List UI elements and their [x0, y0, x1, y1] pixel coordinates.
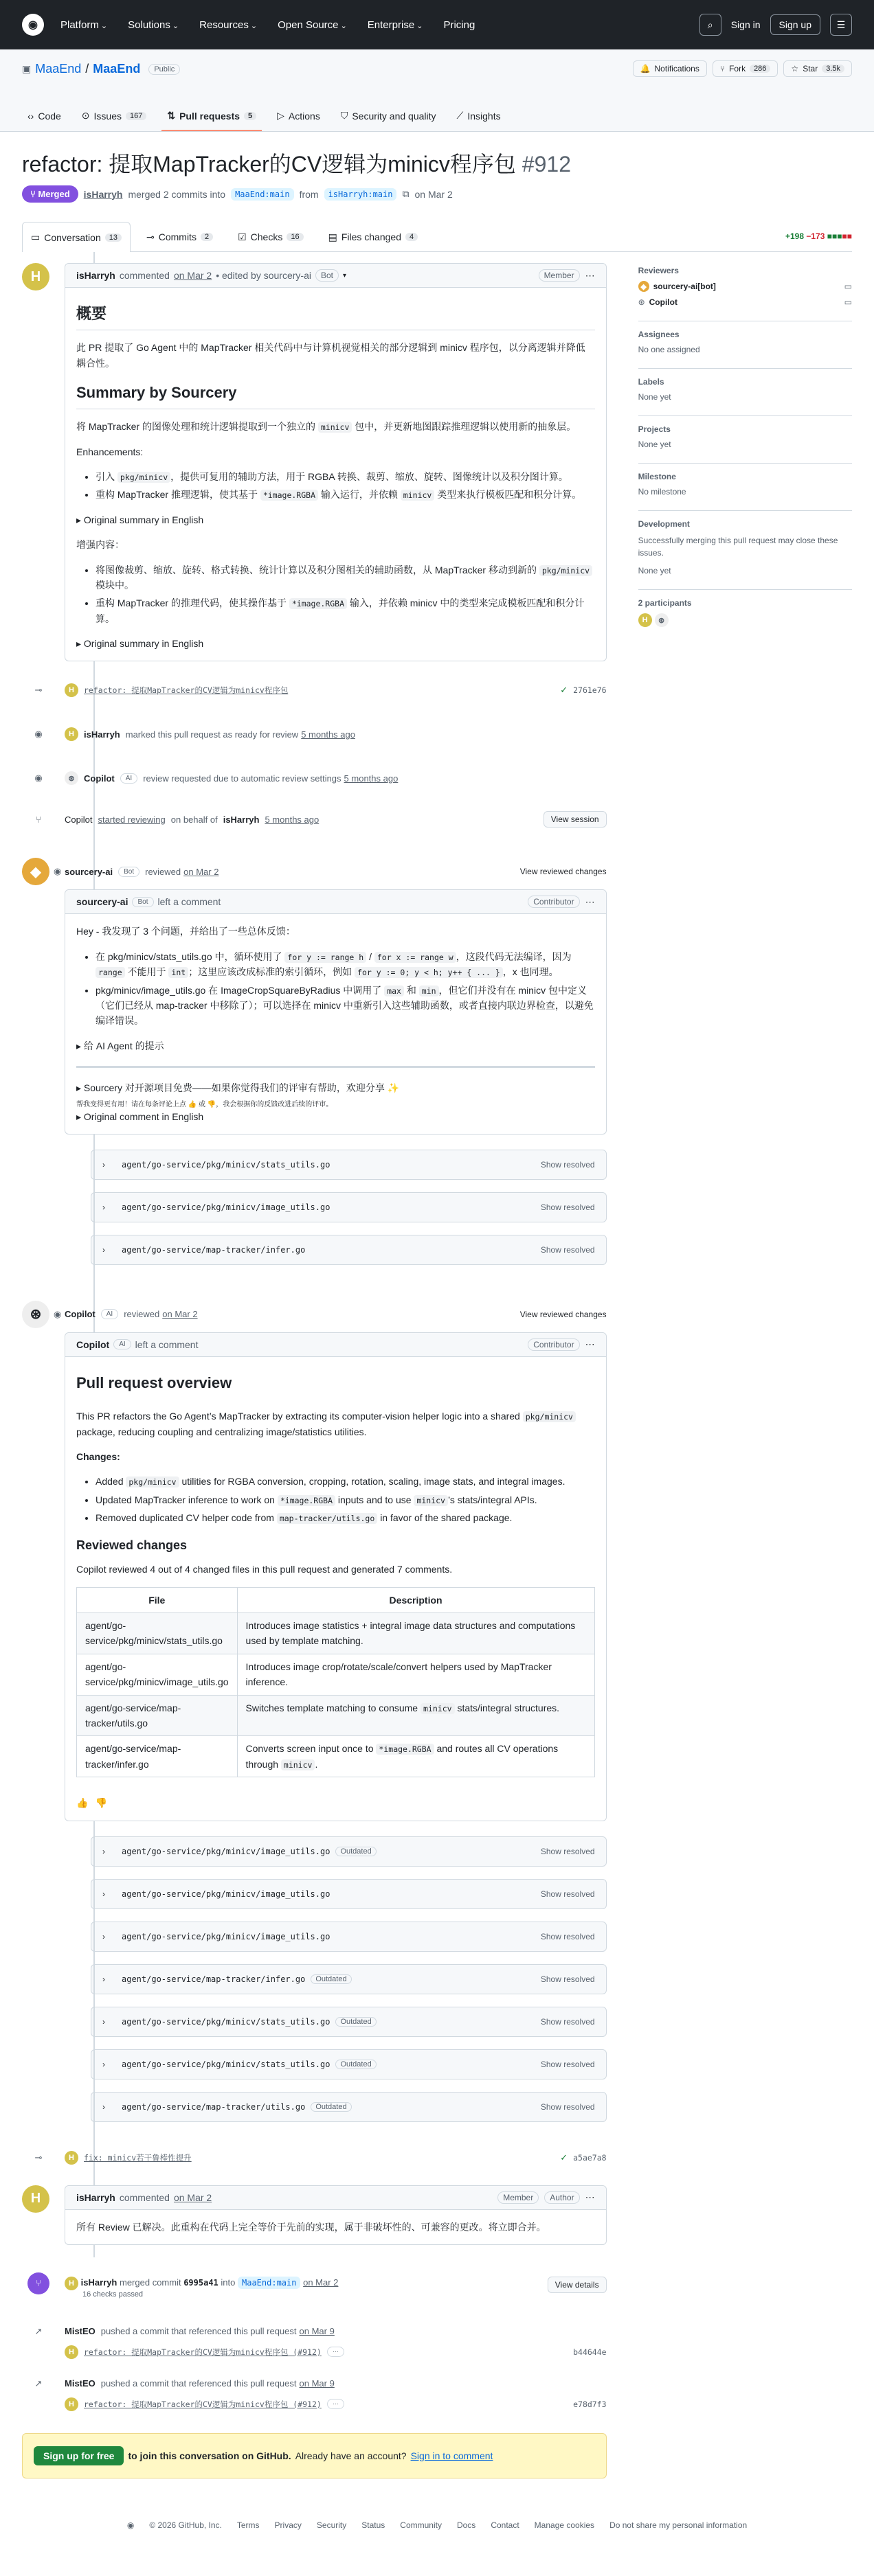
- main-nav: [60, 19, 475, 31]
- kebab-menu-icon[interactable]: ⋯: [585, 1338, 595, 1350]
- details-toggle[interactable]: ▸ Original summary in English: [76, 514, 204, 525]
- search-icon[interactable]: ⌕: [699, 14, 721, 36]
- kebab-menu-icon[interactable]: ⋯: [585, 269, 595, 281]
- avatar[interactable]: H: [65, 2277, 78, 2290]
- timeline: H isHarryh commented on Mar 2 • edited by sourcery-ai Bot ▾ Member ⋯ 概要 此 PR 提取了 Go Agent 中的 MapTracker 相关代码中与计算机视觉相关的部分逻辑到 minicv 程序包，以分离逻辑并降低耦合性。 Summary by Sourcery 将 MapTracker 的图像处理和统计逻辑提取到一个独立的 minicv 包中，并更新地图跟踪推理逻辑以使用新的抽象层。 Enhancements: • 引入 pkg/minicv ，提供可复用的辅助方法，用于 RGBA 转换、裁剪、缩放、旋转、图像统计以及积分图计算。 • 重构 MapTracker 推理逻辑，使其基于 *image.RGBA 输入运行，并依赖 minicv 类型来执行模板匹配和积分计算。 ▸ Original summary in English 增强内容： • 将图像裁剪、缩放、旋转、格式转换、统计计算以及积分图相关的辅助函数，从 MapTracker 移动到新的 pkg/minicv 模块中。 • 重构 MapTracker 的推理代码，使其操作基于 *image.RGBA 输入，并依赖 minicv 中的类型来完成模板匹配和积分计算。 ▸ Original summary in English ⊸ H refactor: 提取MapTracker的CV逻辑为minicv程序包 ✓ 2761e76 ◉ H isHarryh marked this pull request as ready for review 5 months ago ◉ ⊛ Copilot AI review requested due to automatic review settings 5 months ago ⑂ Copilot started reviewing on behalf of isHarryh 5 months ago View session ◆ ◉ sourcery-ai Bot reviewed on Mar 2 View reviewed changes sourcery-ai Bot left a comment Contributor ⋯ Hey - 我发现了 3 个问题，并给出了一些总体反馈： • 在 pkg/minicv/stats_utils.go 中，循环使用了 for y := range h / for x := range w ，这段代码无法编译，因为 range 不能用于 int ；这里应该改成标准的索引循环，例如 for y := 0; y < h; y++ { ... } ，x 也同理。 • pkg/minicv/image_utils.go 在 ImageCropSquareByRadius 中调用了 max 和 min ，但它们并没有在 minicv 包中定义（它们已经从 map-tracker 中移除了）；可以选择在 minicv 中重新引入这些辅助函数，或者直接内联边界检查，以避免编译错误。 ▸ 给 AI Agent 的提示 ▸ Sourcery 对开源项目免费——如果你觉得我们的评审有帮助，欢迎分享 ✨ 帮我变得更有用！请在每条评论上点 👍 或 👎，我会根据你的反馈改进后续的评审。 ▸ Original comment in English › agent/go-service/pkg/minicv/stats_utils.go Show resolved › agent/go-service/pkg/minicv/image_utils.go Show resolved › agent/go-service/map-tracker/infer.go Show resolved ⊛ ◉ Copilot AI reviewed on Mar 2 View reviewed changes Copilot AI left a comment Contributor ⋯ Pull request overview This PR refactors the Go Agent’s MapTracker by extracting its computer-vision helper logic into a shared pkg/minicv package, reducing coupling and centralizing image/statistics utilities. Changes: • Added pkg/minicv utilities for RGBA conversion, cropping, rotation, scaling, image stats, and integral images. • Updated MapTracker inference to work on *image.RGBA inputs and to use minicv ’s stats/integral APIs. • Removed duplicated CV helper code from map-tracker/utils.go in favor of the shared package. Reviewed changes Copilot reviewed 4 out of 4 changed files in this pull request and generated 7 comments. File Description agent/go-service/pkg/minicv/stats_utils.go Introduces image statistics + integral image data structures and computations used by template matching. agent/go-service/pkg/minicv/image_utils.go Introduces image crop/rotate/scale/convert helpers used by MapTracker inference. agent/go-service/map-tracker/utils.go Switches template matching to consume minicv stats/integral structures. agent/go-service/map-tracker/infer.go Converts screen input once to *image.RGBA and routes all CV operations through minicv . 👍 👎 › agent/go-service/pkg/minicv/image_utils.go Outdated Show resolved › agent/go-service/pkg/minicv/image_utils.go Show resolved › agent/go-service/pkg/minicv/image_utils.go Show resolved › agent/go-service/map-tracker/infer.go Outdated Show resolved › agent/go-service/pkg/minicv/stats_utils.go Outdated Show resolved › agent/go-service/pkg/minicv/stats_utils.go Outdated Show resolved › agent/go-service/map-tracker/utils.go Outdated Show resolved ⊸ H fix: minicv若干鲁棒性提升 ✓ a5ae7a8 H isHarryh commented on Mar 2 Member Author ⋯ 所有 Review 已解决。此重构在代码上完全等价于先前的实现，属于非破坏性的、可兼容的更改。将立即合并。 ⑂ H isHarryh merged commit 6995a41 into MaaEnd:main on Mar 2 16 checks passed View details ↗ MistEO pushed a commit that referenced this pull request on Mar 9 H refactor: 提取MapTracker的CV逻辑为minicv程序包 (#912) ⋯ b44644e ↗ MistEO pushed a commit that referenced this pull request on Mar 9 H refactor: 提取MapTracker的CV逻辑为minicv程序包 (#912) ⋯ e78d7f3 Sign up for free to join this conversation on GitHub. Already have an account? Sign in to comment: [22, 252, 607, 2478]
- menu-icon[interactable]: ☰: [830, 14, 852, 36]
- checklist-icon: ☑: [238, 231, 247, 242]
- nav-open-source[interactable]: Open Source ⌄: [278, 19, 347, 31]
- comment-author[interactable]: isHarryh: [76, 270, 115, 281]
- review-thread[interactable]: › agent/go-service/pkg/minicv/stats_utils.go Outdated Show resolved: [91, 2049, 607, 2079]
- review-thread[interactable]: › agent/go-service/map-tracker/utils.go Outdated Show resolved: [91, 2092, 607, 2122]
- diff-stat: +198 −173 ■■■■■: [785, 231, 852, 241]
- nav-pricing[interactable]: Pricing: [443, 19, 475, 31]
- view-details-button[interactable]: View details: [548, 2277, 607, 2293]
- commit-icon: ⊸: [27, 679, 49, 701]
- copy-icon[interactable]: ⧉: [402, 188, 410, 199]
- pr-meta: ⑂ Merged isHarryh merged 2 commits into MaaEnd:main from isHarryh:main ⧉ on Mar 2: [0, 179, 874, 209]
- referenced-event: ↗ MistEO pushed a commit that referenced this pull request on Mar 9: [65, 2323, 607, 2340]
- review-event: ◉ sourcery-ai Bot reviewed on Mar 2 View reviewed changes: [65, 860, 607, 882]
- commit-event: [34, 679, 607, 701]
- tab-issues[interactable]: ⊙ Issues 167: [76, 103, 153, 131]
- issue-icon: ⊙: [81, 110, 90, 121]
- fork-button[interactable]: ⑂ Fork 286: [713, 60, 778, 77]
- review-requested-event: ◉ ⊛ Copilot AI review requested due to automatic review settings 5 months ago: [65, 767, 607, 789]
- repo-owner-link[interactable]: MaaEnd: [35, 62, 82, 76]
- avatar[interactable]: H: [65, 727, 78, 741]
- tab-conversation[interactable]: ▭ Conversation 13: [22, 222, 131, 252]
- commit-icon: ⊸: [146, 231, 155, 242]
- reviewer-item[interactable]: ◆ sourcery-ai[bot] ▭: [638, 281, 852, 292]
- copilot-avatar[interactable]: ⊛: [65, 771, 78, 785]
- comment-icon: ▭: [844, 297, 852, 307]
- sidebar: Reviewers ◆ sourcery-ai[bot] ▭ ⊛ Copilot ▭ Assignees No one assigned Labels None yet Projects None yet Milestone No milestone Development Successfully merging this pull request may close these issues. None yet 2 participants H ⊛: [638, 252, 852, 2478]
- thumbs-down-icon[interactable]: 👎: [95, 1797, 107, 1809]
- kebab-menu-icon[interactable]: ⋯: [585, 896, 595, 907]
- chevron-right-icon: ›: [102, 1244, 105, 1255]
- started-reviewing-event: ⑂ Copilot started reviewing on behalf of isHarryh 5 months ago View session: [65, 808, 607, 830]
- eye-icon: ◉: [27, 723, 49, 745]
- review-thread[interactable]: › agent/go-service/map-tracker/infer.go Outdated Show resolved: [91, 1964, 607, 1994]
- repo-name-link[interactable]: MaaEnd: [93, 62, 141, 76]
- view-reviewed-changes-link[interactable]: View reviewed changes: [519, 1309, 607, 1319]
- pr-title: refactor: 提取MapTracker的CV逻辑为minicv程序包 #912: [22, 152, 571, 176]
- details-toggle[interactable]: ▸ 给 AI Agent 的提示: [76, 1040, 164, 1051]
- play-icon: ▷: [277, 110, 284, 121]
- details-toggle[interactable]: ▸ Original comment in English: [76, 1110, 204, 1122]
- changes-table: File Description agent/go-service/pkg/minicv/stats_utils.go Introduces image statistics + integral image data structures and computations used by template matching. agent/go-service/pkg/minicv/image_utils.go Introduces image crop/rotate/scale/convert helpers used by MapTracker inference. agent/go-service/map-tracker/utils.go Switches template matching to consume minicv stats/integral structures. agent/go-service/map-tracker/infer.go Converts screen input once to *image.RGBA and routes all CV operations through minicv .: [76, 1587, 595, 1778]
- details-toggle[interactable]: ▸ Sourcery 对开源项目免费——如果你觉得我们的评审有帮助，欢迎分享 ✨: [76, 1082, 400, 1094]
- avatar[interactable]: H: [65, 2151, 78, 2165]
- table-row: agent/go-service/map-tracker/utils.go Switches template matching to consume minicv stats/integral structures.: [77, 1695, 595, 1736]
- sign-up-button[interactable]: Sign up: [770, 14, 820, 35]
- review-event: ◉ Copilot AI reviewed on Mar 2 View reviewed changes: [65, 1303, 607, 1325]
- chevron-right-icon: ›: [102, 1202, 105, 1212]
- pr-description-comment: isHarryh commented on Mar 2 • edited by sourcery-ai Bot ▾ Member ⋯ 概要 此 PR 提取了 Go Agent 中的 MapTracker 相关代码中与计算机视觉相关的部分逻辑到 minicv 程序包，以分离逻辑并降低耦合性。 Summary by Sourcery 将 MapTracker 的图像处理和统计逻辑提取到一个独立的 minicv 包中，并更新地图跟踪推理逻辑以使用新的抽象层。 Enhancements: • 引入 pkg/minicv ，提供可复用的辅助方法，用于 RGBA 转换、裁剪、缩放、旋转、图像统计以及积分图计算。 • 重构 MapTracker 推理逻辑，使其基于 *image.RGBA 输入运行，并依赖 minicv 类型来执行模板匹配和积分计算。 ▸ Original summary in English 增强内容： • 将图像裁剪、缩放、旋转、格式转换、统计计算以及积分图相关的辅助函数，从 MapTracker 移动到新的 pkg/minicv 模块中。 • 重构 MapTracker 的推理代码，使其操作基于 *image.RGBA 输入，并依赖 minicv 中的类型来完成模板匹配和积分计算。 ▸ Original summary in English: [65, 263, 607, 661]
- footer: ◉ © 2026 GitHub, Inc. Terms Privacy Security Status Community Docs Contact Manage cookies Do not share my personal information: [126, 2520, 748, 2530]
- tab-checks[interactable]: ☑ Checks 16: [229, 222, 313, 251]
- review-threads: [22, 1836, 607, 2122]
- table-row: agent/go-service/pkg/minicv/stats_utils.go Introduces image statistics + integral image data structures and computations used by template matching.: [77, 1613, 595, 1654]
- comment-icon: ▭: [844, 282, 852, 291]
- eye-icon: ◉: [54, 1303, 61, 1325]
- kebab-menu-icon[interactable]: ⋯: [585, 2191, 595, 2203]
- review-threads: [22, 1150, 607, 1265]
- repo-icon: ▣: [22, 63, 32, 74]
- nav-resources[interactable]: Resources ⌄: [199, 19, 257, 31]
- fork-icon: ⑂: [719, 64, 726, 73]
- repo-tabs: [22, 103, 506, 131]
- chevron-right-icon: ›: [102, 1159, 105, 1170]
- review-thread[interactable]: › agent/go-service/pkg/minicv/image_utils.go Show resolved: [91, 1192, 607, 1222]
- table-row: agent/go-service/map-tracker/infer.go Converts screen input once to *image.RGBA and routes all CV operations through minicv .: [77, 1736, 595, 1777]
- view-reviewed-changes-link[interactable]: View reviewed changes: [519, 867, 607, 877]
- signup-banner: Sign up for free to join this conversation on GitHub. Already have an account? Sign in to comment: [22, 2433, 607, 2478]
- shield-icon: ⛉: [340, 110, 348, 121]
- cross-reference-icon: ↗: [27, 2373, 49, 2395]
- review-thread[interactable]: › agent/go-service/pkg/minicv/stats_utils.go Show resolved: [91, 1150, 607, 1180]
- table-row: agent/go-service/pkg/minicv/image_utils.go Introduces image crop/rotate/scale/convert helpers used by MapTracker inference.: [77, 1654, 595, 1695]
- chevron-down-icon[interactable]: ▾: [342, 271, 347, 280]
- graph-icon: ⟋: [456, 110, 464, 121]
- review-thread[interactable]: › agent/go-service/pkg/minicv/image_utils.go Show resolved: [91, 1879, 607, 1909]
- merged-badge: ⑂ Merged: [22, 185, 78, 203]
- bell-icon: 🔔: [640, 64, 651, 73]
- site-header: [0, 0, 874, 49]
- reviewer-item[interactable]: ⊛ Copilot ▭: [638, 297, 852, 307]
- sourcery-comment: sourcery-ai Bot left a comment Contributor ⋯ Hey - 我发现了 3 个问题，并给出了一些总体反馈： • 在 pkg/minicv/stats_utils.go 中，循环使用了 for y := range h / for x := range w ，这段代码无法编译，因为 range 不能用于 int ；这里应该改成标准的索引循环，例如 for y := 0; y < h; y++ { ... } ，x 也同理。 • pkg/minicv/image_utils.go 在 ImageCropSquareByRadius 中调用了 max 和 min ，但它们并没有在 minicv 包中定义（它们已经从 map-tracker 中移除了）；可以选择在 minicv 中重新引入这些辅助函数，或者直接内联边界检查，以避免编译错误。 ▸ 给 AI Agent 的提示 ▸ Sourcery 对开源项目免费——如果你觉得我们的评审有帮助，欢迎分享 ✨ 帮我变得更有用！请在每条评论上点 👍 或 👎，我会根据你的反馈改进后续的评审。 ▸ Original comment in English: [65, 889, 607, 1135]
- commit-event: [34, 2147, 607, 2169]
- avatar: ◆: [638, 281, 649, 292]
- github-logo-icon[interactable]: ◉: [22, 14, 44, 36]
- check-icon: ✓: [560, 685, 568, 696]
- review-thread[interactable]: › agent/go-service/pkg/minicv/image_utils.go Outdated Show resolved: [91, 1836, 607, 1867]
- base-branch[interactable]: MaaEnd:main: [231, 188, 293, 201]
- commit-sha[interactable]: a5ae7a8: [573, 2152, 607, 2163]
- avatar[interactable]: H: [65, 2345, 78, 2359]
- tab-security[interactable]: ⛉ Security and quality: [340, 110, 436, 122]
- file-diff-icon: ▤: [328, 231, 337, 242]
- avatar[interactable]: H: [65, 2397, 78, 2411]
- copilot-comment: Copilot AI left a comment Contributor ⋯ Pull request overview This PR refactors the Go Agent’s MapTracker by extracting its computer-vision helper logic into a shared pkg/minicv package, reducing coupling and centralizing image/statistics utilities. Changes: • Added pkg/minicv utilities for RGBA conversion, cropping, rotation, scaling, image stats, and integral images. • Updated MapTracker inference to work on *image.RGBA inputs and to use minicv ’s stats/integral APIs. • Removed duplicated CV helper code from map-tracker/utils.go in favor of the shared package. Reviewed changes Copilot reviewed 4 out of 4 changed files in this pull request and generated 7 comments. File Description agent/go-service/pkg/minicv/stats_utils.go Introduces image statistics + integral image data structures and computations used by template matching. agent/go-service/pkg/minicv/image_utils.go Introduces image crop/rotate/scale/convert helpers used by MapTracker inference. agent/go-service/map-tracker/utils.go Switches template matching to consume minicv stats/integral structures. agent/go-service/map-tracker/infer.go Converts screen input once to *image.RGBA and routes all CV operations through minicv . 👍 👎: [65, 1332, 607, 1821]
- visibility-badge: Public: [148, 64, 180, 75]
- nav-solutions[interactable]: Solutions ⌄: [128, 19, 179, 31]
- avatar[interactable]: H: [22, 263, 49, 290]
- commit-icon: ⊸: [27, 2147, 49, 2169]
- referenced-event: ↗ MistEO pushed a commit that referenced this pull request on Mar 9: [65, 2375, 607, 2392]
- pull-request-icon: ⇅: [167, 110, 176, 121]
- tab-code[interactable]: ‹› Code: [27, 110, 61, 122]
- sign-up-button[interactable]: Sign up for free: [34, 2446, 124, 2465]
- commit-link[interactable]: refactor: 提取MapTracker的CV逻辑为minicv程序包: [84, 685, 289, 696]
- pr-author-link[interactable]: isHarryh: [83, 188, 123, 200]
- eye-icon: ◉: [27, 767, 49, 789]
- view-session-button[interactable]: View session: [544, 811, 607, 828]
- participant-avatar[interactable]: H: [638, 613, 652, 627]
- github-footer-logo-icon[interactable]: ◉: [126, 2520, 135, 2530]
- final-comment: isHarryh commented on Mar 2 Member Author ⋯ 所有 Review 已解决。此重构在代码上完全等价于先前的实现，属于非破坏性的、可兼容的更改。将立即合并。: [65, 2185, 607, 2245]
- merge-icon: ⑂: [27, 2272, 49, 2294]
- commit-sha[interactable]: 2761e76: [573, 685, 607, 696]
- avatar[interactable]: H: [65, 683, 78, 697]
- notifications-button[interactable]: 🔔 Notifications: [633, 60, 707, 77]
- nav-enterprise[interactable]: Enterprise ⌄: [368, 19, 423, 31]
- code-icon: ‹›: [27, 110, 34, 122]
- head-branch[interactable]: isHarryh:main: [324, 188, 397, 201]
- commit-link[interactable]: fix: minicv若干鲁棒性提升: [84, 2152, 192, 2163]
- check-icon: ✓: [560, 2152, 568, 2163]
- review-thread[interactable]: › agent/go-service/pkg/minicv/image_utils.go Show resolved: [91, 1922, 607, 1952]
- sourcery-avatar[interactable]: ◆: [22, 858, 49, 885]
- pr-tabs: [22, 222, 852, 252]
- tab-pull-requests[interactable]: ⇅ Pull requests 5: [161, 103, 262, 131]
- ready-event: ◉ H isHarryh marked this pull request as ready for review 5 months ago: [65, 723, 607, 745]
- copilot-icon: ⊛: [638, 297, 645, 307]
- star-icon: ☆: [791, 64, 799, 73]
- eye-icon: ◉: [54, 860, 61, 882]
- comment-icon: ▭: [31, 231, 41, 242]
- nav-platform[interactable]: Platform ⌄: [60, 19, 107, 31]
- thumbs-up-icon[interactable]: 👍: [76, 1797, 89, 1809]
- tab-commits[interactable]: ⊸ Commits 2: [137, 222, 222, 251]
- star-button[interactable]: ☆ Star 3.5k: [783, 60, 852, 77]
- tab-actions[interactable]: ▷ Actions: [277, 110, 320, 122]
- cross-reference-icon: ↗: [27, 2321, 49, 2343]
- repo-header: ▣ MaaEnd / MaaEnd Public 🔔 Notifications ⑂ Fork 286 ☆ Star 3.5k ‹› Code ⊙ Issues 167 ⇅ Pull requests 5 ▷ Actions ⛉ Security and quality ⟋ Insights: [0, 49, 874, 132]
- merged-event: ⑂ H isHarryh merged commit 6995a41 into MaaEnd:main on Mar 2 16 checks passed View details: [65, 2272, 607, 2303]
- review-thread[interactable]: › agent/go-service/pkg/minicv/stats_utils.go Outdated Show resolved: [91, 2007, 607, 2037]
- participant-avatar[interactable]: ⊛: [655, 613, 669, 627]
- review-thread[interactable]: › agent/go-service/map-tracker/infer.go Show resolved: [91, 1235, 607, 1265]
- git-branch-icon: ⑂: [27, 808, 49, 830]
- sign-in-link[interactable]: Sign in: [730, 19, 761, 30]
- details-toggle[interactable]: ▸ Original summary in English: [76, 638, 204, 650]
- tab-files-changed[interactable]: ▤ Files changed 4: [320, 222, 427, 251]
- tab-insights[interactable]: ⟋ Insights: [456, 110, 501, 122]
- avatar[interactable]: H: [22, 2185, 49, 2213]
- copilot-avatar[interactable]: ⊛: [22, 1301, 49, 1328]
